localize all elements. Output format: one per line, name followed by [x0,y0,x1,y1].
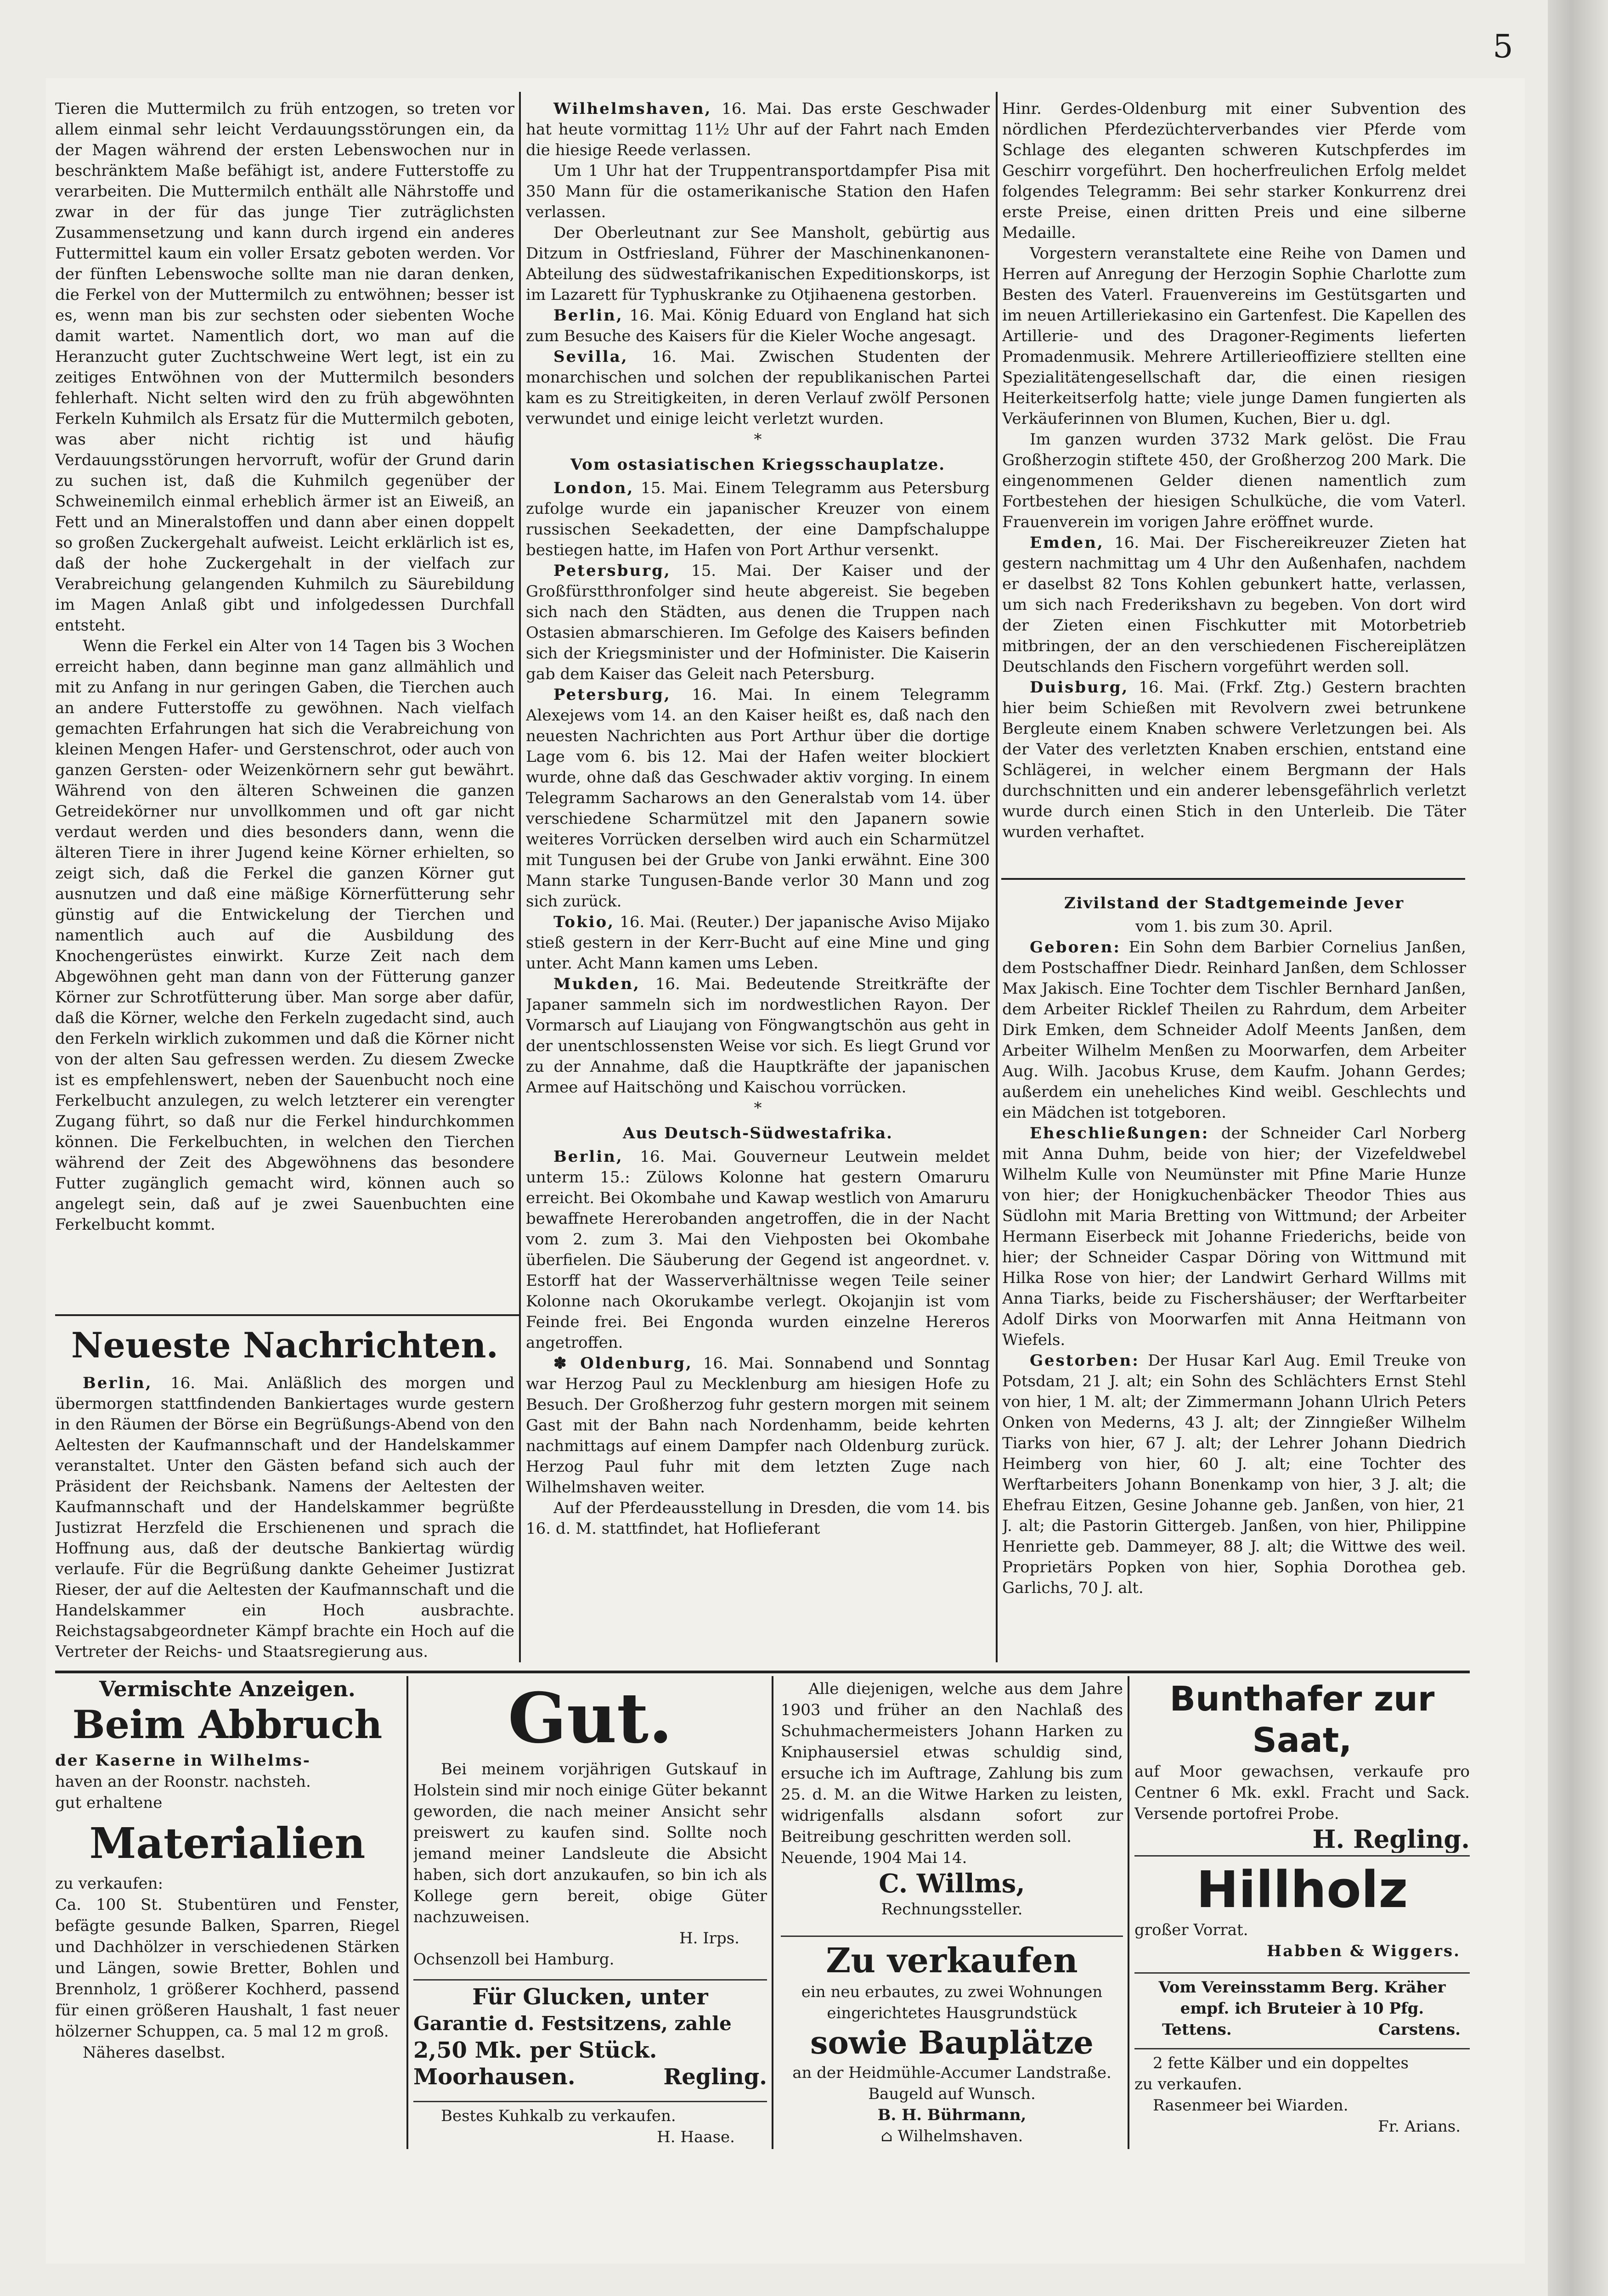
ad-line: Näheres daselbst. [83,2043,226,2062]
zivilstand-title: Zivilstand der Stadtgemeinde Jever [1064,894,1405,912]
ads-top-rule [55,1671,1470,1673]
news-text: 16. Mai. Zwischen Studenten der monarchischen und solchen der republikanischen Partei kam es zu Streitigkeiten, in deren Verlauf zwölf Personen verwundet und einige leicht verletzt wurden. [526,348,990,428]
ad-signature-row [413,2064,767,2090]
zivil-text: der Schneider Carl Norberg mit Anna Duhm, beide von hier; der Vizefeldwebel Wilhelm Kulle von Neumünster mit Pfine Marie Hunze von hier; der Honigkuchenbäcker Theodor Thies aus Südlohn mit Maria Bretting von Wittmund; der Arbeiter Hermann Eiserbeck mit Johanne Friederichs, beide von hier; der Schneider Caspar Döring von Wittmund mit Hilka Rose von hier; der Landwirt Gerhard Willms mit Anna Tiarks, beide zu Fischershäuser; der Werftarbeiter Adolf Dirks von Moorwarfen mit Anna Heitmann von Wiefels. [1002,1124,1466,1349]
ad-line: zu verkaufen: [55,1874,164,1893]
ad-title: Bunthafer zur [1169,1679,1435,1719]
ad-hillholz [1134,1860,1470,1970]
news-text: 16. Mai. Der Fischereikreuzer Zieten hat gestern nachmittag um 4 Uhr den Außenhafen, nachdem er daselbst 82 Tons Kohlen gebunkert hatte, verlassen, um sich nach Frederikshavn zu begeben. Von dort wird der Zieten einen Fischkutter mit Motorbetrieb mitbringen, der an den verschiedenen Fischereiplätzen Deutschlands den Fischern vorgeführt werden soll. [1002,534,1466,676]
ad-rule [772,1676,773,2149]
ad-body: Alle diejenigen, welche aus dem Jahre 1903 und früher an den Nachlaß des Schuhmachermeisters Johann Harken zu Kniphausersiel etwas schuldig sind, ersuche ich im Auftrage, Zahlung bis zum 25. d. M. an die Witwe Harken zu leisten, widrigenfalls alsdann sofort zur Beitreibung geschritten werden soll. [781,1680,1123,1846]
ad-signature: H. Regling. [1312,1824,1470,1853]
zivil-category: Eheschließungen: [1030,1124,1209,1142]
ad-signature-row [1134,2019,1470,2040]
ad-kaelber [1134,2053,1470,2144]
ad-title: Saat, [1252,1721,1352,1760]
ad-big-word: sowie Bauplätze [810,2025,1094,2061]
news-text: Um 1 Uhr hat der Truppentransportdampfer Pisa mit 350 Mann für die ostamerikanische Station den Hafen verlassen. [526,162,990,221]
dateline: London, [553,479,634,497]
zivil-category: Gestorben: [1030,1351,1140,1370]
news-text: Hinr. Gerdes-Oldenburg mit einer Subvention des nördlichen Pferdezüchterverbandes vier Pferde vom Schlage des eleganten schweren Kutschpferdes im Geschirr vorgeführt. Den hocherfreulichen Erfolg meldet folgendes Telegramm: Bei sehr starker Konkurrenz drei erste Preise, einen dritten Preis und eine silberne Medaille. [1002,100,1466,242]
news-text: 16. Mai. (Frkf. Ztg.) Gestern brachten hier beim Schießen mit Revolvern zwei betrunkene Bergleute einem Knaben schwere Verletzungen bei. Als der Vater des verletzten Knaben erschien, entstand eine Schlägerei, in welcher einem Bergmann der Hals durchschnitten und ein anderer lebensgefährlich verletzt wurde durch einen Stich in den Unterleib. Die Täter wurden verhaftet. [1002,678,1466,841]
ad-kuhkalb [423,2105,762,2147]
page-number: 5 [1493,28,1513,65]
section-rule [1001,878,1465,880]
separator-star: * [754,430,762,449]
ad-date: Neuende, 1904 Mai 14. [781,1849,967,1867]
ad-rule [413,2101,767,2102]
ad-big-word: Materialien [89,1818,366,1868]
ad-rule [406,1676,408,2149]
dateline: Wilhelmshaven, [553,100,712,118]
ad-body: auf Moor gewachsen, verkaufe pro Centner 6 Mk. exkl. Fracht und Sack. Versende portofrei Probe. [1134,1762,1470,1823]
dateline: Emden, [1030,534,1104,552]
ad-line: Bestes Kuhkalb zu verkaufen. [441,2107,676,2125]
column-rule-2 [996,92,998,1662]
ad-rule [781,1936,1123,1937]
news-text: Auf der Pferdeausstellung in Dresden, die vom 14. bis 16. d. M. stattfindet, hat Hoflieferant [526,1499,990,1538]
ad-line: der Kaserne in Wilhelms- [55,1751,311,1770]
house-icon: ⌂ [880,2127,893,2145]
ad-line: 2,50 Mk. per Stück. [413,2037,657,2063]
news-text: 16. Mai. König Eduard von England hat sich zum Besuche des Kaisers für die Kieler Woche angesagt. [526,306,990,345]
zivil-text: Der Husar Karl Aug. Emil Treuke von Potsdam, 21 J. alt; ein Sohn des Schlächters Ernst Stehl von hier, 1 M. alt; der Zimmermann Johann Ulrich Peters Onken von Mederns, 43 J. alt; der Zinngießer Wilhelm Tiarks von hier, 67 J. alt; der Lehrer Johann Diedrich Heimberg von hier, 60 J. alt; eine Tochter des Werftarbeiters Johann Bonenkamp von hier, 3 J. alt; die Ehefrau Eitzen, Gesine Johanne geb. Janßen, von hier, 21 J. alt; die Pastorin Gittergeb. Janßen, von hier, Philippine Henriette geb. Dammeyer, 88 J. alt; die Wittwe des weil. Proprietärs Popken von hier, Sophia Dorothea geb. Garlichs, 70 J. alt. [1002,1351,1466,1597]
neueste-heading: Neueste Nachrichten. [71,1325,498,1366]
news-text: 15. Mai. Der Kaiser und der Großfürstthronfolger sind heute abgereist. Sie begeben sich nach den Städten, aus denen die Truppen nach Ostasien abmarschieren. Im Gefolge des Kaisers befinden sich der Kriegsminister und der Hofminister. Die Kaiserin gab dem Kaiser das Geleit nach Petersburg. [526,562,990,683]
ad-signature: H. Irps. [679,1929,739,1947]
ad-signature: H. Haase. [657,2128,735,2146]
ad-signature: B. H. Bührmann, [877,2106,1027,2124]
dateline: Berlin, [553,306,623,325]
ad-place: Tettens. [1162,2020,1232,2039]
ad-rule [1134,2048,1470,2049]
ad-rule [1134,1855,1470,1857]
zivilstand-period: vom 1. bis zum 30. April. [1135,917,1333,936]
dateline: Tokio, [553,913,615,931]
ad-line: Für Glucken, unter [472,1984,708,2010]
ad-big-word: Hillholz [1196,1860,1408,1919]
ad-heading: Zu verkaufen [826,1941,1078,1981]
news-text: 16. Mai. Bedeutende Streitkräfte der Japaner sammeln sich im nordwestlichen Rayon. Der Vormarsch auf Liaujang von Föngwangtschön aus geht in der unentschlossensten Weise vor sich. Es liegt Grund vor zu der Annahme, daß die Hauptkräfte der japanischen Armee auf Haitschöng und Kaischou vorrücken. [526,975,990,1097]
dateline: Petersburg, [553,562,671,580]
ad-body: ein neu erbautes, zu zwei Wohnungen eingerichtetes Hausgrundstück [801,1983,1103,2022]
news-text: 16. Mai. (Reuter.) Der japanische Aviso Mijako stieß gestern in der Kerr-Bucht auf eine Mine und ging unter. Acht Mann kamen ums Leben. [526,913,990,973]
ads-heading: Vermischte Anzeigen. [99,1678,355,1701]
ad-line: 2 fette Kälber und ein doppeltes [1153,2054,1409,2072]
column-3-news [1002,99,1466,856]
column-rule-1 [519,92,521,1662]
dateline: ✽ Oldenburg, [553,1354,693,1373]
ad-harken [781,1678,1123,1936]
ad-line: Vom Vereinsstamm Berg. Kräher [1158,1978,1446,1997]
ad-signature: C. Willms, [879,1868,1025,1899]
ad-body: an der Heidmühle-Accumer Landstraße. Baugeld auf Wunsch. [792,2064,1111,2103]
zivilstand [1002,889,1466,1662]
column-2-news [526,99,990,1662]
zivil-text: Ein Sohn dem Barbier Cornelius Janßen, dem Postschaffner Diedr. Reinhard Janßen, dem Schlosser Max Jakisch. Eine Tochter dem Tischler Bernhard Janßen, dem Arbeiter Ricklef Theilen zu Rahrdum, dem Arbeiter Dirk Emken, dem Schneider Adolf Meents Janßen, dem Arbeiter Wilhelm Menßen zu Moorwarfen, dem Arbeiter Aug. Wilh. Jacobus Kruse, dem Kaufm. Johann Gerdes; außerdem ein uneheliches Kind weibl. Geschlechts und ein Mädchen ist totgeboren. [1002,938,1466,1122]
ad-zu-verkaufen [781,1940,1123,2149]
ad-line: empf. ich Bruteier à 10 Pfg. [1180,1999,1424,2018]
ad-signature: Habben & Wiggers. [1267,1942,1461,1960]
article-paragraph: Tieren die Muttermilch zu früh entzogen, so treten vor allem einmal sehr leicht Verdauungsstörungen ein, da der Magen während der ersten Lebenswochen nur in beschränktem Maße befähigt ist, andere Futterstoffe zu verarbeiten. Die Muttermilch enthält alle Nährstoffe und zwar in der für das junge Tier zuträglichsten Zusammensetzung und kann durch irgend ein anderes Futtermittel kaum ein voller Ersatz geboten werden. Vor der fünften Lebenswoche sollte man nie daran denken, die Ferkel von der Muttermilch zu entwöhnen; besser ist es, wenn man bis zur sechsten oder siebenten Woche damit wartet. Namentlich dort, wo man auf die Heranzucht guter Zuchtschweine Wert legt, ist ein zu zeitiges Entwöhnen von der Muttermilch besonders fehlerhaft. Nicht selten wird den zu früh abgewöhnten Ferkeln Kuhmilch als Ersatz für die Muttermilch geboten, was aber nicht richtig ist und häufig Verdauungsstörungen hervorruft, wofür der Grund darin zu suchen ist, daß die Kuhmilch gegenüber der Schweinemilch einmal erheblich ärmer ist an Eiweiß, an Fett und an Mineralstoffen und dann aber einen doppelt so großen Zuckergehalt aufweist. Leicht erklärlich ist es, daß der hohe Zuckergehalt in der vielfach zur Verabreichung gelangenden Kuhmilch zu Säurebildung im Magen Anlaß gibt und infolgedessen Durchfall entsteht. [55,100,514,635]
ad-line: Garantie d. Festsitzens, zahle [413,2012,732,2035]
ad-role: Rechnungssteller. [881,1900,1023,1919]
news-text: 16. Mai. In einem Telegramm Alexejews vom 14. an den Kaiser heißt es, daß nach den neuesten Nachrichten aus Port Arthur über die dortige Lage vom 6. bis 12. Mai der Hafen weiter blockiert wurde, ohne daß das Geschwader aktiv vorging. In einem Telegramm Sacharows an den Generalstab vom 14. über verschiedene Scharmützel mit den Japanern sowie weiteres Vorrücken derselben wird auch ein Scharmützel mit Tungusen bei der Grube von Janki erwähnt. Eine 300 Mann starke Tungusen-Bande verlor 30 Mann und zog sich zurück. [526,686,990,911]
news-text: 16. Mai. Das erste Geschwader hat heute vormittag 11½ Uhr auf der Fahrt nach Emden die hiesige Reede verlassen. [526,100,990,159]
ad-place: Ochsenzoll bei Hamburg. [413,1950,615,1969]
dateline: Berlin, [553,1148,623,1166]
ad-glucken [413,1984,767,2099]
ad-rule [1134,1972,1470,1974]
ad-body: Ca. 100 St. Stubentüren und Fenster, befägte gesunde Balken, Sparren, Riegel und Dachhölzer in verschiedenen Stärken und Längen, sowie Bretter, Bohlen und Brennholz, 1 größerer Kochherd, passend für einen größeren Haushalt, 1 fast neuer hölzerner Schuppen, ca. 5 mal 12 m groß. [55,1896,400,2041]
ad-place: Wilhelmshaven. [897,2127,1023,2145]
ad-line: haven an der Roonstr. nachsteh. [55,1773,311,1791]
news-text: Vorgestern veranstaltete eine Reihe von Damen und Herren auf Anregung der Herzogin Sophie Charlotte zum Besten des Vaterl. Frauenvereins im Gestütsgarten und im neuen Artilleriekasino ein Gartenfest. Die Kapellen des Artillerie- und des Dragoner-Regiments lieferten Promadenmusik. Mehrere Artillerieoffiziere stellten eine Spezialitätengesellschaft dar, die einen riesigen Heiterkeitserfolg hatte; viele junge Damen fungierten als Verkäuferinnen von Blumen, Kuchen, Bier u. dgl. [1002,244,1466,428]
section-heading: Vom ostasiatischen Kriegsschauplatze. [570,456,946,474]
ad-big-word: Gut. [508,1678,673,1759]
neueste-nachrichten [55,1322,514,1662]
dateline: Duisburg, [1030,678,1129,697]
ad-body: Bei meinem vorjährigen Gutskauf in Holstein sind mir noch einige Güter bekannt geworden, die nach meiner Ansicht sehr preiswert zu kaufen sind. Sollte noch jemand meiner Landsleute die Absicht haben, sich dort anzukaufen, so bin ich als Kollege gern bereit, obige Güter nachzuweisen. [413,1760,767,1926]
ad-line: Rasenmeer bei Wiarden. [1153,2096,1348,2115]
ad-signature: Carstens. [1378,2020,1461,2039]
ad-rule [413,1979,767,1981]
section-heading: Aus Deutsch-Südwestafrika. [623,1124,893,1142]
dateline: Berlin, [83,1374,152,1392]
separator-star: * [754,1099,762,1117]
dateline: Mukden, [553,975,640,993]
ad-signature: Regling. [663,2064,767,2090]
ad-bunthafer [1134,1678,1470,1853]
ad-line: gut erhaltene [55,1794,163,1812]
news-text: 16. Mai. Anläßlich des morgen und übermorgen stattfindenden Bankiertages wurde gestern in den Räumen der Börse ein Begrüßungs-Abend von den Aeltesten der Kaufmannschaft und der Handelskammer veranstaltet. Unter den Gästen befand sich auch der Präsident der Reichsbank. Namens der Aeltesten der Kaufmannschaft und der Handelskammer begrüßte Justizrat Herzfeld die Erschienenen und sprach die Hoffnung aus, daß der deutsche Bankiertag würdig verlaufe. Für die Begrüßung dankte Geheimer Justizrat Rieser, der auf die Aeltesten der Kaufmannschaft und die Handelskammer ein Hoch ausbrachte. Reichstagsabgeordneter Kämpf brachte ein Hoch auf die Vertreter der Reichs- und Staatsregierung aus. [55,1374,514,1661]
news-text: Der Oberleutnant zur See Mansholt, gebürtig aus Ditzum in Ostfriesland, Führer der Maschinenkanonen-Abteilung des südwestafrikanischen Expeditionskorps, ist im Lazarett für Typhuskranke zu Otjihaenena gestorben. [526,224,990,304]
dateline: Sevilla, [553,348,628,366]
ad-signature: Fr. Arians. [1378,2117,1461,2136]
page-edge [1548,0,1608,2296]
ad-bruteier [1134,1977,1470,2046]
ad-place: Moorhausen. [413,2064,575,2090]
news-text: 16. Mai. Sonnabend und Sonntag war Herzog Paul zu Mecklenburg am hiesigen Hofe zu Besuch. Der Großherzog fuhr gestern morgen mit seinem Gast mit der Bahn nach Nordenhamm, beide kehrten nachmittags auf einem Dampfer nach Oldenburg zurück. Herzog Paul fuhr mit dem letzten Zuge nach Wilhelmshaven weiter. [526,1354,990,1497]
dateline: Petersburg, [553,686,671,704]
ad-place-row [781,2126,1123,2147]
ad-rule [1128,1676,1129,2149]
section-rule [55,1314,519,1316]
article-paragraph: Wenn die Ferkel ein Alter von 14 Tagen bis 3 Wochen erreicht haben, dann beginne man ganz allmählich und mit zu Anfang in nur geringen Gaben, die Tierchen auch an andere Futterstoffe zu gewöhnen. Nach vielfach gemachten Erfahrungen hat sich die Verabreichung von kleinen Mengen Hafer- und Gerstenschrot, oder auch von ganzen Gersten- oder Weizenkörnern sehr gut bewährt. Während von den älteren Schweinen die ganzen Getreidekörner nur unvollkommen und oft gar nicht verdaut werden und dies besonders dann, wenn die älteren Tiere in ihrer Jugend keine Körner erhielten, so zeigt sich, daß die Ferkel die ganzen Körner gut ausnutzen und daß eine mäßige Körnerfütterung sehr günstig auf die Entwickelung der Tierchen und namentlich auch auf die Ausbildung des Knochengerüstes einwirkt. Kurze Zeit nach dem Abgewöhnen geht man dann von der Fütterung ganzer Körner zur Schrotfütterung über. Man sorge aber dafür, daß die Körner, welche den Ferkeln zugedacht sind, auch den Ferkeln wirklich zukommen und daß die Körner nicht von der alten Sau gefressen werden. Zu diesem Zwecke ist es empfehlenswert, neben der Sauenbucht noch eine Ferkelbucht anzulegen, zu welch letzterer ein verengter Zugang führt, so daß nur die Ferkel hindurchkommen können. Die Ferkelbuchten, in welchen den Tierchen während der Zeit des Abgewöhnens das besondere Futter zugänglich gemacht wird, können auch so angelegt sein, daß auf je zwei Sauenbuchten eine Ferkelbucht kommt. [55,637,514,1234]
ad-gut [413,1678,767,1977]
zivil-category: Geboren: [1030,938,1121,957]
news-text: Im ganzen wurden 3732 Mark gelöst. Die Frau Großherzogin stiftete 450, der Großherzog 200 Mark. Die eingenommenen Gelder dienen namentlich zum Fortbestehen der hiesigen Schulküche, die vom Vaterl. Frauenverein im vorigen Jahre eröffnet wurde. [1002,430,1466,531]
ad-line: großer Vorrat. [1134,1921,1248,1939]
news-text: 16. Mai. Gouverneur Leutwein meldet unterm 15.: Zülows Kolonne hat gestern Omaruru erreicht. Bei Okombahe und Kawap westlich von Amaruru bewaffnete Hererobanden angetroffen, die in der Nacht vom 2. zum 3. Mai den Viehposten bei Okombahe überfielen. Die Säuberung der Gegend ist angeordnet. v. Estorff hat der Wasserverhältnisse wegen Teile seiner Kolonne nach Okorukambe verlegt. Okojanjin ist vom Feinde frei. Bei Engonda wurden einzelne Hereros angetroffen. [526,1148,990,1352]
news-text: 15. Mai. Einem Telegramm aus Petersburg zufolge wurde ein japanischer Kreuzer von einem russischen Seekadetten, der eine Dampfschaluppe bestiegen hatte, im Hafen von Port Arthur versenkt. [526,479,990,559]
ad-title: Beim Abbruch [72,1702,383,1747]
ad-line: zu verkaufen. [1134,2075,1242,2093]
ad-abbruch [55,1678,400,2147]
column-1-article [55,99,514,1302]
